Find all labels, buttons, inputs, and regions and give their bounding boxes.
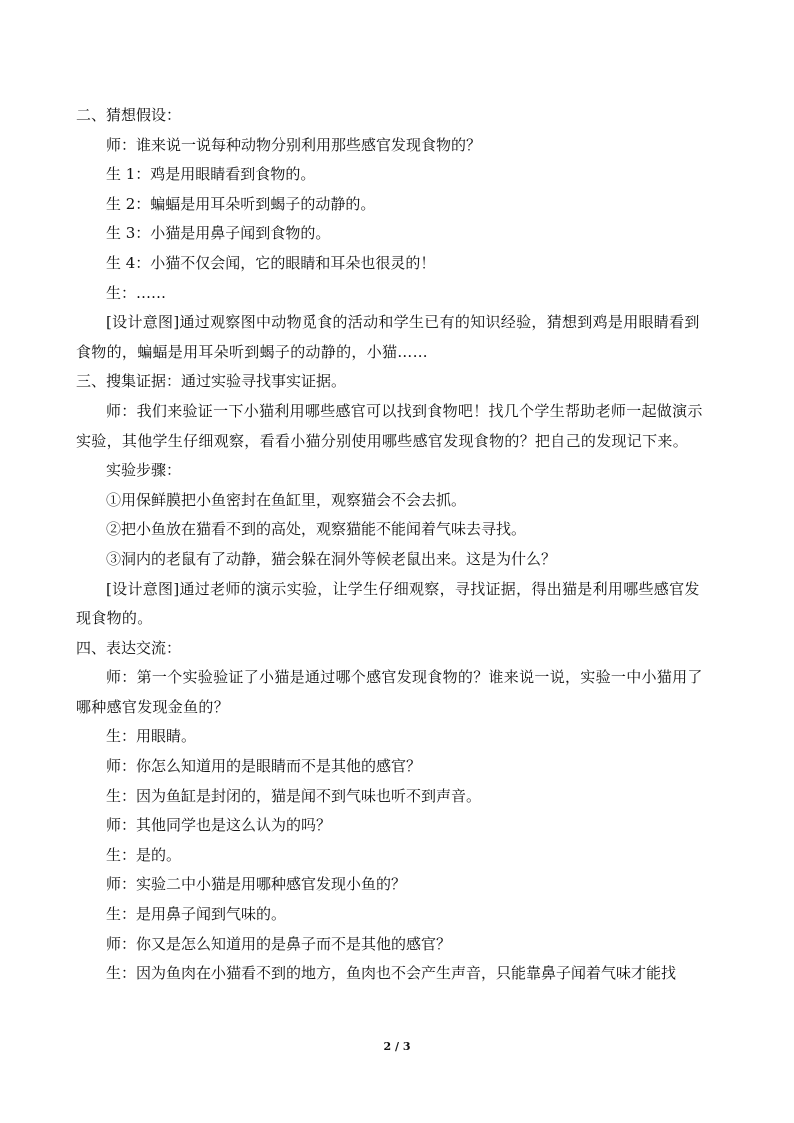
paragraph: 实验步骤： [106,461,182,480]
experiment-step: ②把小鱼放在猫看不到的高处，观察猫能不能闻着气味去寻找。 [106,520,527,539]
paragraph: 生 1：鸡是用眼睛看到食物的。 [106,165,316,184]
paragraph: 师：实验二中小猫是用哪种感官发现小鱼的？ [106,875,407,894]
section-heading: 二、猜想假设： [76,106,182,124]
design-intent-paragraph: [设计意图]通过观察图中动物觅食的活动和学生已有的知识经验，猜想到鸡是用眼睛看到食物的，蝙蝠是用耳朵听到蝎子的动静的，小猫…… [76,313,700,361]
paragraph: 生：是的。 [106,845,182,864]
paragraph: 生 3：小猫是用鼻子闻到食物的。 [106,224,331,243]
paragraph: 师：你又是怎么知道用的是鼻子而不是其他的感官？ [106,934,452,953]
paragraph: 生：因为鱼肉在小猫看不到的地方，鱼肉也不会产生声音，只能靠鼻子闻着气味才能找 [106,964,677,983]
section-heading: 四、表达交流： [76,638,182,657]
paragraph: 生：用眼睛。 [106,727,197,746]
page-number: 2 / 3 [383,1040,411,1053]
paragraph: 生 4：小猫不仅会闻，它的眼睛和耳朵也很灵的！ [106,253,436,272]
paragraph: 师：谁来说一说每种动物分别利用那些感官发现食物的？ [106,135,482,154]
experiment-step: ③洞内的老鼠有了动静，猫会躲在洞外等候老鼠出来。这是为什么？ [106,549,557,568]
paragraph: 师：你怎么知道用的是眼睛而不是其他的感官？ [106,757,422,776]
design-intent-paragraph: [设计意图]通过老师的演示实验，让学生仔细观察，寻找证据，得出猫是利用哪些感官发现食物的。 [76,579,700,628]
paragraph: 生：是用鼻子闻到气味的。 [106,905,287,924]
paragraph: 师：第一个实验验证了小猫是通过哪个感官发现食物的？谁来说一说，实验一中小猫用了哪种感官发现金鱼的？ [76,668,703,716]
paragraph: 生 2：蝙蝠是用耳朵听到蝎子的动静的。 [106,194,376,213]
section-heading: 三、搜集证据：通过实验寻找事实证据。 [76,372,347,391]
paragraph: 师：其他同学也是这么认为的吗？ [106,816,332,835]
experiment-step: ①用保鲜膜把小鱼密封在鱼缸里，观察猫会不会去抓。 [106,490,467,509]
paragraph: 生：…… [106,283,167,302]
paragraph: 师：我们来验证一下小猫利用哪些感官可以找到食物吧！找几个学生帮助老师一起做演示实验，其他学生仔细观察，看看小猫分别使用哪些感官发现食物的？把自己的发现记下来。 [76,401,703,450]
paragraph: 生：因为鱼缸是封闭的，猫是闻不到气味也听不到声音。 [106,786,482,805]
document-body [76,101,712,989]
